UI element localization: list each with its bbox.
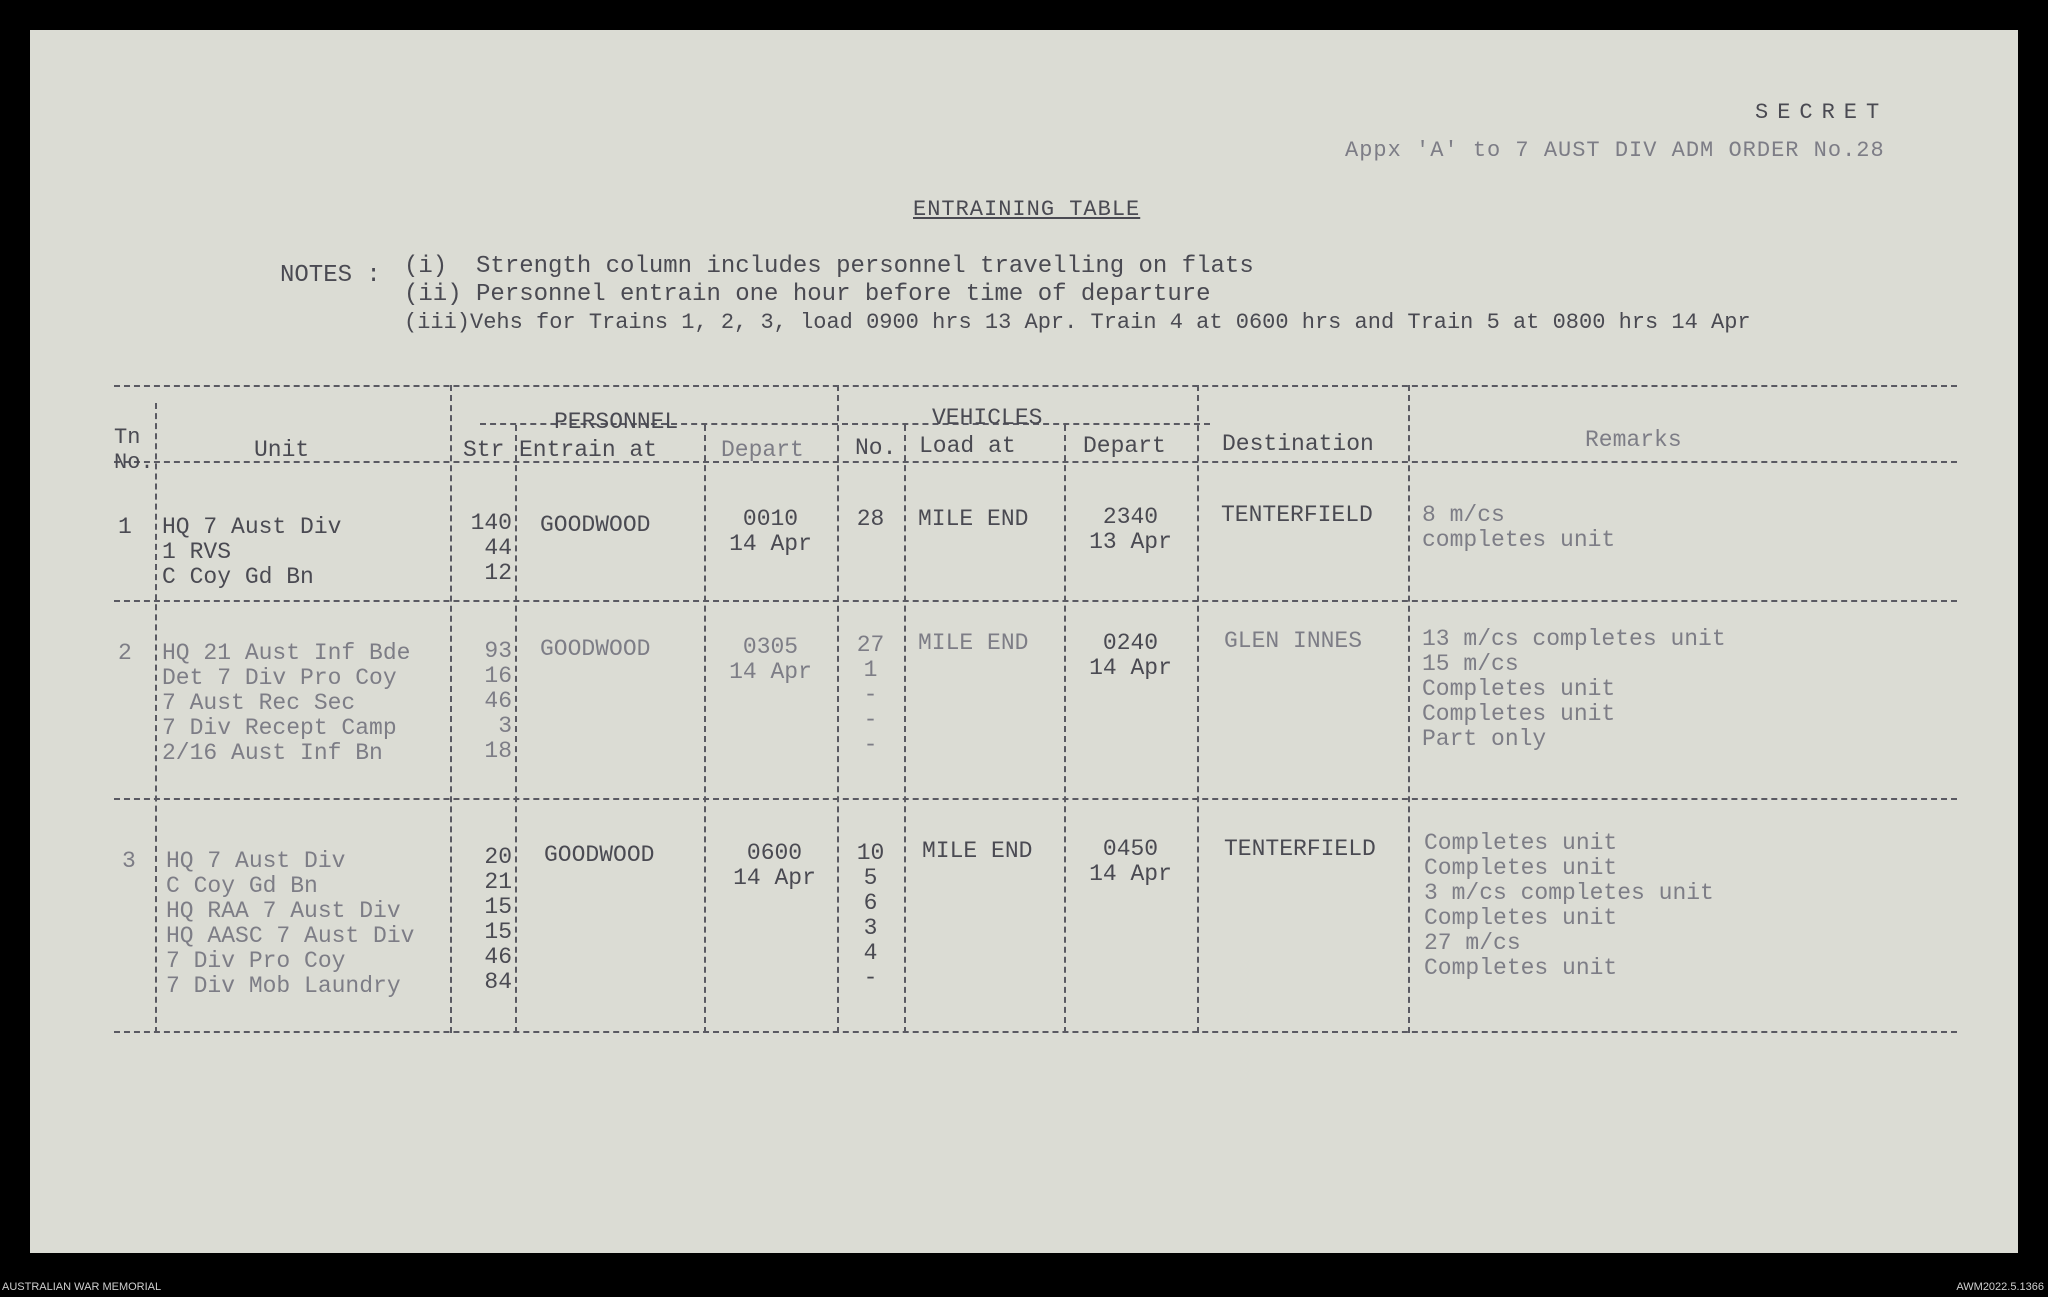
header-remarks: Remarks <box>1585 427 1682 453</box>
row-2-destination: GLEN INNES <box>1224 628 1363 654</box>
note-item-1: (i) Strength column includes personnel travelling on flats <box>404 253 1254 280</box>
classification-marking: SECRET <box>1755 100 1889 125</box>
col-rule-1 <box>155 403 157 1033</box>
footer-accession-number: AWM2022.5.1366 <box>1956 1281 2044 1293</box>
row-1-entrain-at: GOODWOOD <box>540 512 651 538</box>
row-3-vehicle-depart: 0450 14 Apr <box>1089 836 1172 887</box>
row-2-vehicle-depart: 0240 14 Apr <box>1089 630 1172 681</box>
footer-institution: AUSTRALIAN WAR MEMORIAL <box>2 1281 162 1293</box>
rule-row-1-bottom <box>114 600 1957 602</box>
row-1-remarks: 8 m/cs completes unit <box>1422 502 1616 553</box>
header-entrain-at: Entrain at <box>519 437 658 463</box>
row-3-units: HQ 7 Aust Div C Coy Gd Bn HQ RAA 7 Aust Div HQ AASC 7 Aust Div 7 Div Pro Coy 7 Div Mob Laundry <box>166 848 415 999</box>
row-2-str: 93 16 46 3 18 <box>484 638 512 764</box>
notes-label: NOTES : <box>280 262 381 289</box>
document-title: ENTRAINING TABLE <box>913 197 1141 222</box>
entraining-table <box>114 385 1957 1035</box>
group-header-vehicles: VEHICLES <box>932 405 1043 431</box>
row-3-remarks: Completes unit Completes unit 3 m/cs completes unit Completes unit 27 m/cs Completes unit <box>1424 830 1714 981</box>
document-page <box>30 30 2018 1253</box>
rule-top <box>114 385 1957 387</box>
col-rule-3 <box>515 425 517 1033</box>
row-2-remarks: 13 m/cs completes unit 15 m/cs Completes unit Completes unit Part only <box>1422 626 1726 752</box>
row-2-personnel-depart: 0305 14 Apr <box>729 634 812 685</box>
row-1-vehicle-depart: 2340 13 Apr <box>1089 504 1172 555</box>
appendix-reference: Appx 'A' to 7 AUST DIV ADM ORDER No.28 <box>1345 138 1885 163</box>
header-unit: Unit <box>254 437 310 463</box>
row-1-tn: 1 <box>118 514 132 540</box>
row-3-str: 20 21 15 15 46 84 <box>484 844 512 995</box>
rule-row-2-bottom <box>114 798 1957 800</box>
header-load-at: Load at <box>919 433 1016 459</box>
col-rule-8 <box>1197 385 1199 1033</box>
row-3-vehicle-no: 10 5 6 3 4 - <box>856 840 885 991</box>
row-1-str: 140 44 12 <box>470 510 512 586</box>
group-header-personnel: PERSONNEL <box>554 409 679 435</box>
row-3-load-at: MILE END <box>922 838 1033 864</box>
header-str: Str <box>463 437 505 463</box>
header-tn-no: Tn No. <box>114 425 154 475</box>
col-rule-6 <box>904 425 906 1033</box>
row-1-personnel-depart: 0010 14 Apr <box>729 506 812 557</box>
row-1-destination: TENTERFIELD <box>1221 502 1373 528</box>
col-rule-9 <box>1408 385 1410 1033</box>
rule-table-bottom <box>114 1031 1957 1033</box>
row-1-units: HQ 7 Aust Div 1 RVS C Coy Gd Bn <box>162 514 342 590</box>
rule-header-bottom <box>114 461 1957 463</box>
row-1-load-at: MILE END <box>918 506 1029 532</box>
row-1-vehicle-no: 28 <box>856 506 885 532</box>
row-3-tn: 3 <box>122 848 136 874</box>
header-destination: Destination <box>1222 431 1374 457</box>
row-2-load-at: MILE END <box>918 630 1029 656</box>
note-item-3: (iii)Vehs for Trains 1, 2, 3, load 0900 hrs 13 Apr. Train 4 at 0600 hrs and Train 5 at 0800 hrs 14 Apr <box>404 310 1751 335</box>
row-2-units: HQ 21 Aust Inf Bde Det 7 Div Pro Coy 7 Aust Rec Sec 7 Div Recept Camp 2/16 Aust Inf Bn <box>162 640 411 766</box>
row-3-personnel-depart: 0600 14 Apr <box>733 840 816 891</box>
row-3-entrain-at: GOODWOOD <box>544 842 655 868</box>
header-vehicle-no: No. <box>855 435 897 461</box>
note-item-2: (ii) Personnel entrain one hour before time of departure <box>404 281 1211 308</box>
row-2-entrain-at: GOODWOOD <box>540 636 651 662</box>
header-vehicle-depart: Depart <box>1083 433 1166 459</box>
header-personnel-depart: Depart <box>721 437 804 463</box>
row-2-vehicle-no: 27 1 - - - <box>856 632 885 758</box>
row-2-tn: 2 <box>118 640 132 666</box>
row-3-destination: TENTERFIELD <box>1224 836 1376 862</box>
